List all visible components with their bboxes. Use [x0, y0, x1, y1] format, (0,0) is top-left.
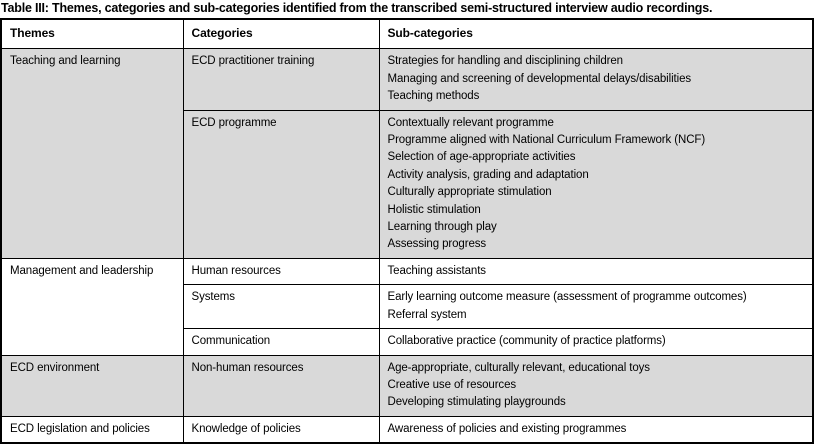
subcategory-line: Programme aligned with National Curriculum Framework (NCF)	[387, 134, 706, 147]
subcategory-line: Age-appropriate, culturally relevant, educational toys	[387, 361, 650, 374]
themes-categories-table	[0, 18, 814, 444]
theme-cell: Teaching and learning	[1, 49, 183, 258]
subcategories-cell	[379, 258, 813, 284]
subcategory-line: Assessing progress	[387, 238, 487, 251]
category-cell: Systems	[183, 285, 379, 329]
subcategory-line: Activity analysis, grading and adaptation	[387, 168, 589, 181]
subcategory-line: Early learning outcome measure (assessment of programme outcomes)	[387, 291, 747, 304]
table-row	[1, 355, 813, 416]
subcategory-line: Referral system	[387, 308, 467, 321]
column-header-themes: Themes	[1, 19, 183, 49]
subcategory-line: Learning through play	[387, 221, 497, 234]
subcategories-cell	[379, 355, 813, 416]
subcategories-cell	[379, 329, 813, 355]
subcategory-line: Developing stimulating playgrounds	[387, 396, 566, 409]
subcategory-line: Culturally appropriate stimulation	[387, 186, 552, 199]
subcategories-cell	[379, 285, 813, 329]
subcategory-line: Strategies for handling and disciplining children	[387, 55, 623, 68]
theme-cell: Management and leadership	[1, 258, 183, 355]
table-row	[1, 258, 813, 284]
subcategory-line: Managing and screening of developmental delays/disabilities	[387, 72, 692, 85]
theme-cell: ECD environment	[1, 355, 183, 416]
subcategory-line: Collaborative practice (community of practice platforms)	[387, 335, 666, 348]
table-row	[1, 49, 813, 110]
column-header-categories: Categories	[183, 19, 379, 49]
subcategory-line: Awareness of policies and existing programmes	[387, 422, 627, 435]
subcategory-line: Teaching assistants	[387, 264, 486, 277]
category-cell: Non-human resources	[183, 355, 379, 416]
category-cell: Knowledge of policies	[183, 416, 379, 443]
column-header-subcategories: Sub-categories	[379, 19, 813, 49]
table-header-row	[1, 19, 813, 49]
subcategories-cell	[379, 416, 813, 443]
table-caption: Table III: Themes, categories and sub-categories identified from the transcribed semi-structured interview audio recordings.	[1, 1, 713, 15]
category-cell: Communication	[183, 329, 379, 355]
theme-cell: ECD legislation and policies	[1, 416, 183, 443]
category-cell: ECD practitioner training	[183, 49, 379, 110]
subcategory-line: Selection of age-appropriate activities	[387, 151, 576, 164]
category-cell: ECD programme	[183, 110, 379, 258]
paper-table-figure	[0, 1, 813, 435]
subcategory-line: Teaching methods	[387, 90, 480, 103]
subcategories-cell	[379, 110, 813, 258]
subcategories-cell	[379, 49, 813, 110]
subcategory-line: Holistic stimulation	[387, 203, 481, 216]
subcategory-line: Contextually relevant programme	[387, 116, 554, 129]
subcategory-line: Creative use of resources	[387, 378, 517, 391]
category-cell: Human resources	[183, 258, 379, 284]
table-row	[1, 416, 813, 443]
